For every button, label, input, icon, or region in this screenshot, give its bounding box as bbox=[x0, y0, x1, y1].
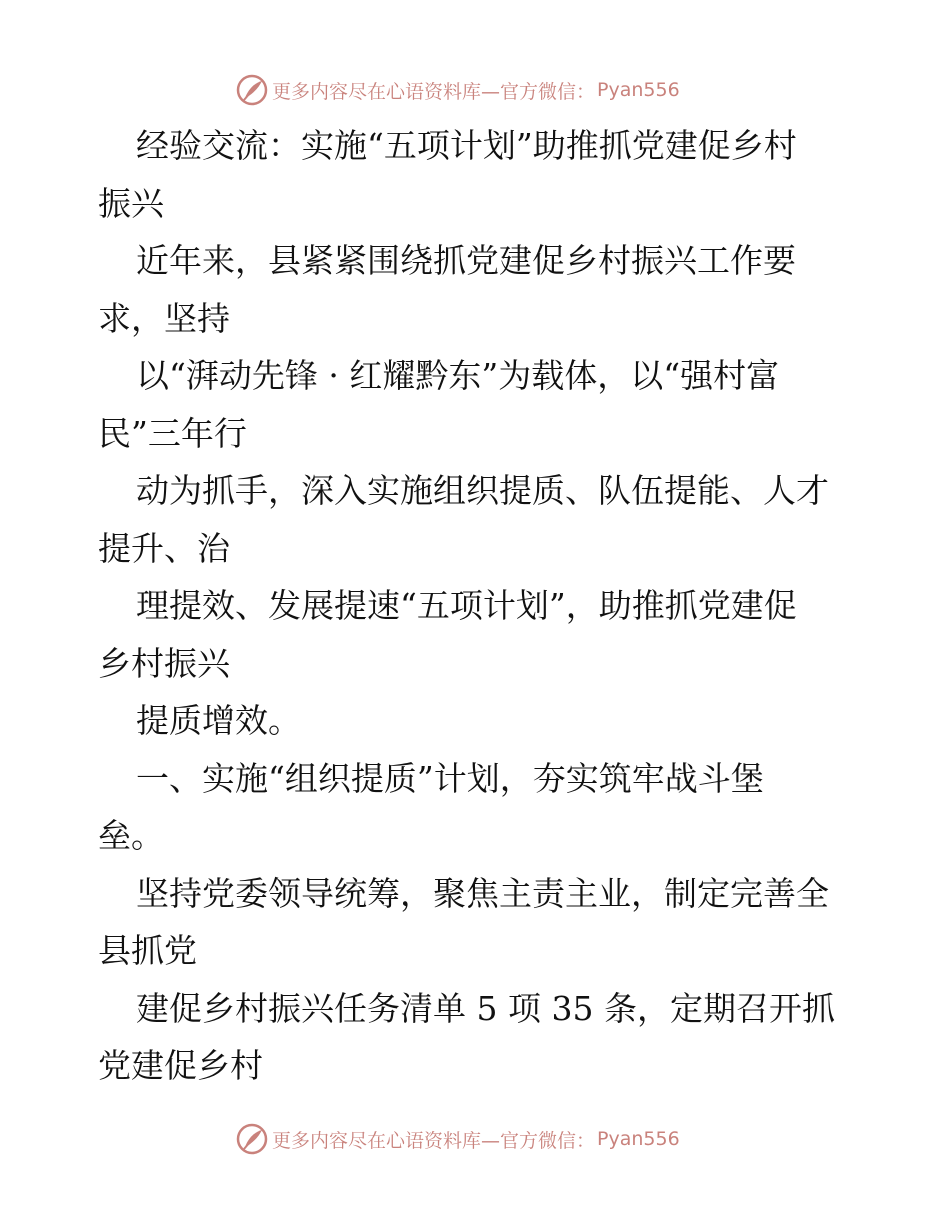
feather-quill-logo-icon bbox=[236, 74, 268, 106]
feather-quill-logo-icon bbox=[236, 1123, 268, 1155]
paragraph-line: 理提效、发展提速“五项计划”，助推抓党建促 bbox=[136, 586, 797, 625]
section-heading-line: 垒。 bbox=[98, 816, 164, 855]
paragraph-line: 近年来，县紧紧围绕抓党建促乡村振兴工作要 bbox=[136, 241, 796, 280]
watermark-wechat-id: Pyan556 bbox=[597, 1128, 680, 1150]
footer-watermark bbox=[236, 1122, 680, 1156]
section-heading-line: 一、实施“组织提质”计划，夯实筑牢战斗堡 bbox=[136, 758, 764, 798]
paragraph-line: 民”三年行 bbox=[98, 413, 247, 453]
title-line-1: 经验交流：实施“五项计划”助推抓党建促乡村 bbox=[136, 126, 797, 165]
paragraph-line: 动为抓手，深入实施组织提质、队伍提能、人才 bbox=[136, 471, 829, 510]
paragraph-line: 乡村振兴 bbox=[98, 643, 230, 683]
paragraph-line: 县抓党 bbox=[98, 931, 197, 970]
header-watermark bbox=[236, 73, 680, 107]
watermark-wechat-id: Pyan556 bbox=[597, 79, 680, 101]
watermark-tagline: 更多内容尽在心语资料库—官方微信： bbox=[272, 80, 596, 103]
title-line-2: 振兴 bbox=[98, 183, 164, 223]
paragraph-line: 党建促乡村 bbox=[98, 1046, 263, 1085]
paragraph-line: 提升、治 bbox=[98, 528, 230, 568]
paragraph-line: 求，坚持 bbox=[98, 298, 230, 338]
watermark-tagline: 更多内容尽在心语资料库—官方微信： bbox=[272, 1129, 596, 1152]
document-body bbox=[98, 117, 858, 1095]
paragraph-line: 提质增效。 bbox=[136, 701, 301, 740]
paragraph-line: 建促乡村振兴任务清单 5 项 35 条，定期召开抓 bbox=[136, 988, 835, 1028]
paragraph-line: 以“湃动先锋 · 红耀黔东”为载体，以“强村富 bbox=[136, 356, 780, 395]
paragraph-line: 坚持党委领导统筹，聚焦主责主业，制定完善全 bbox=[136, 873, 829, 913]
